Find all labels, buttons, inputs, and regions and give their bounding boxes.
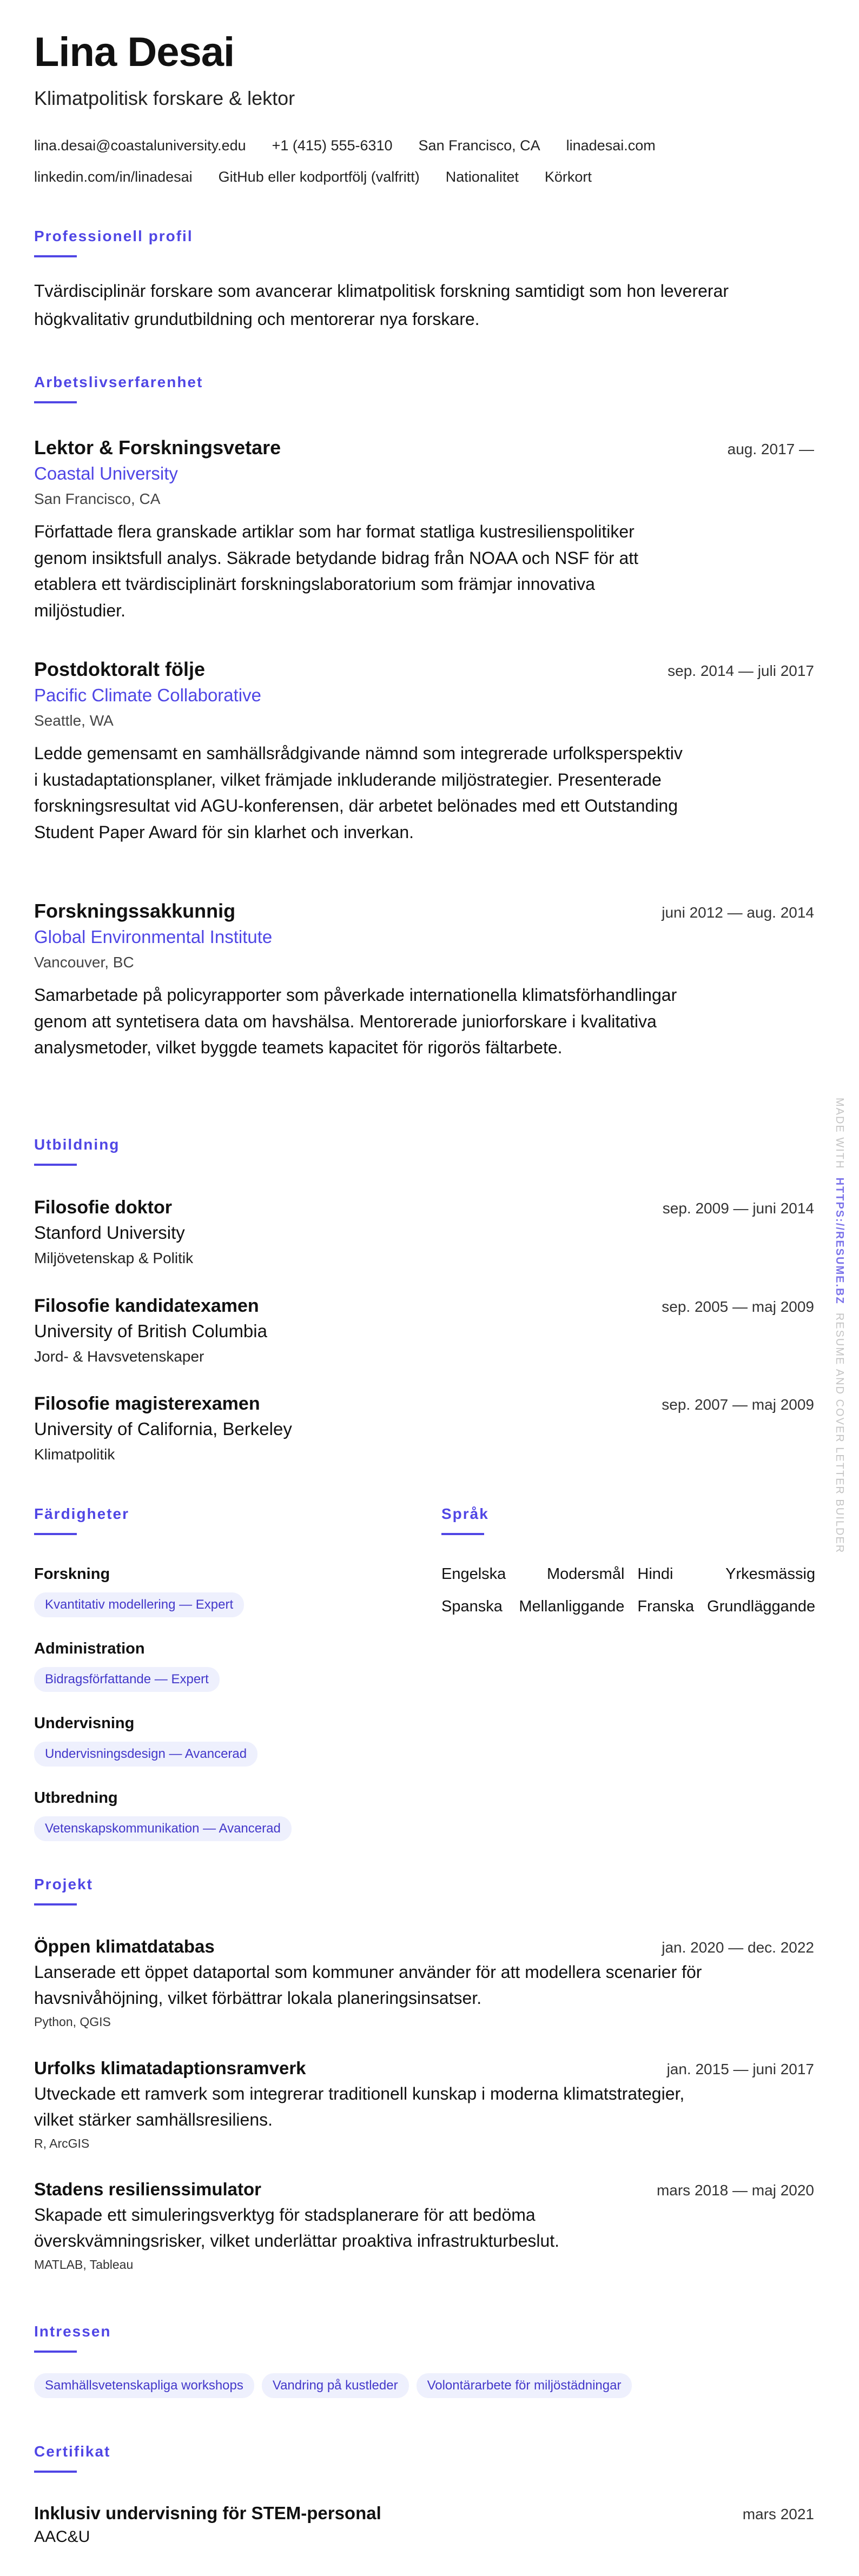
skill-chip: Bidragsförfattande — Expert bbox=[34, 1667, 220, 1692]
contact-email[interactable]: lina.desai@coastaluniversity.edu bbox=[34, 137, 246, 154]
education-item bbox=[34, 1293, 814, 1369]
contact-linkedin[interactable]: linkedin.com/in/linadesai bbox=[34, 169, 193, 185]
skills-section bbox=[34, 1505, 413, 1841]
language-name: Engelska bbox=[441, 1565, 506, 1583]
interest-chip: Volontärarbete för miljöstädningar bbox=[417, 2373, 632, 2398]
project-title: Stadens resilienssimulator bbox=[34, 2179, 261, 2199]
candidate-title: Klimatpolitisk forskare & lektor bbox=[34, 87, 295, 109]
job-date: juni 2012 — aug. 2014 bbox=[662, 904, 814, 921]
job-description: Författade flera granskade artiklar som har format statliga kustresilienspolitiker genom insiktsfull analys. Säkrade betydande bidrag från NOAA och NSF för att etablera ett tvärdisciplinärt forskningslaboratorium som främjar innovativa miljöstudier. bbox=[34, 522, 639, 620]
field-of-study: Miljövetenskap & Politik bbox=[34, 1250, 194, 1266]
certificate-title: Inklusiv undervisning för STEM-personal bbox=[34, 2503, 381, 2523]
interest-chip: Vandring på kustleder bbox=[262, 2373, 409, 2398]
watermark-link[interactable]: HTTPS://RESUME.BZ bbox=[834, 1177, 845, 1305]
project-item bbox=[34, 2177, 814, 2275]
skill-group bbox=[34, 1787, 413, 1841]
project-description: Skapade ett simuleringsverktyg för stadsplanerare för att bedöma överskvämningsrisker, vilket underlättar proaktiva infrastrukturbeslut. bbox=[34, 2205, 560, 2250]
degree: Filosofie kandidatexamen bbox=[34, 1296, 259, 1316]
heading-underline bbox=[34, 255, 77, 257]
heading-underline bbox=[34, 1903, 77, 1906]
skill-category: Utbredning bbox=[34, 1789, 118, 1807]
project-item bbox=[34, 1934, 814, 2033]
degree: Filosofie magisterexamen bbox=[34, 1393, 260, 1414]
project-date: mars 2018 — maj 2020 bbox=[656, 2182, 814, 2199]
skill-category: Administration bbox=[34, 1640, 145, 1657]
contact-list bbox=[34, 130, 737, 192]
job-title: Forskningssakkunnig bbox=[34, 900, 236, 922]
job-location: San Francisco, CA bbox=[34, 490, 161, 507]
school: Stanford University bbox=[34, 1223, 185, 1243]
education-item bbox=[34, 1195, 814, 1271]
project-title: Öppen klimatdatabas bbox=[34, 1936, 215, 1956]
job-date: sep. 2014 — juli 2017 bbox=[668, 662, 814, 679]
languages-section bbox=[441, 1505, 814, 1617]
section-heading: Certifikat bbox=[34, 2443, 111, 2460]
job-title: Postdoktoralt följe bbox=[34, 658, 206, 680]
section-heading: Intressen bbox=[34, 2323, 111, 2340]
language-level: Yrkesmässig bbox=[725, 1565, 816, 1583]
interests-section bbox=[34, 2322, 814, 2398]
contact-github[interactable]: GitHub eller kodportfölj (valfritt) bbox=[218, 169, 420, 185]
heading-underline bbox=[34, 1533, 77, 1535]
project-date: jan. 2020 — dec. 2022 bbox=[662, 1939, 814, 1956]
heading-underline bbox=[34, 2471, 77, 2473]
heading-underline bbox=[34, 2351, 77, 2353]
project-title: Urfolks klimatadaptionsramverk bbox=[34, 2058, 306, 2078]
heading-underline bbox=[441, 1533, 484, 1535]
language-name: Spanska bbox=[441, 1598, 503, 1615]
skill-category: Forskning bbox=[34, 1565, 110, 1583]
project-description: Utveckade ett ramverk som integrerar traditionell kunskap i moderna klimatstrategier, vilket stärker samhällsresiliens. bbox=[34, 2084, 685, 2129]
skill-chip: Kvantitativ modellering — Expert bbox=[34, 1592, 244, 1617]
heading-underline bbox=[34, 1164, 77, 1166]
certificate-date: mars 2021 bbox=[742, 2506, 814, 2522]
education-item bbox=[34, 1391, 814, 1467]
profile-section bbox=[34, 227, 814, 333]
project-description: Lanserade ett öppet dataportal som kommuner använder för att modellera scenarier för havsnivåhöjning, vilket förbättrar lokala planeringsinsatser. bbox=[34, 1962, 702, 2008]
education-section bbox=[34, 1136, 814, 1166]
degree: Filosofie doktor bbox=[34, 1197, 172, 1218]
contact-website[interactable]: linadesai.com bbox=[566, 137, 656, 154]
project-tech: R, ArcGIS bbox=[34, 2136, 90, 2150]
school: University of California, Berkeley bbox=[34, 1419, 292, 1439]
language-name: Franska bbox=[637, 1598, 695, 1615]
language-level: Grundläggande bbox=[707, 1598, 816, 1615]
experience-item bbox=[34, 435, 814, 623]
contact-location: San Francisco, CA bbox=[418, 137, 540, 154]
field-of-study: Klimatpolitik bbox=[34, 1446, 115, 1463]
watermark-suffix: RESUME AND COVER LETTER BUILDER bbox=[834, 1312, 845, 1554]
job-company: Global Environmental Institute bbox=[34, 927, 273, 947]
language-grid bbox=[441, 1563, 814, 1617]
job-description: Samarbetade på policyrapporter som påverkade internationella klimatsförhandlingar genom att syntetisera data om havshälsa. Mentorerade juniorforskare i kvalitativa analysmetoder, vilket byggde teamets kapacitet för rigorös fältarbete. bbox=[34, 985, 677, 1057]
job-company: Pacific Climate Collaborative bbox=[34, 685, 261, 705]
field-of-study: Jord- & Havsvetenskaper bbox=[34, 1348, 204, 1365]
education-date: sep. 2007 — maj 2009 bbox=[662, 1396, 814, 1413]
job-title: Lektor & Forskningsvetare bbox=[34, 436, 281, 459]
project-tech: Python, QGIS bbox=[34, 2015, 111, 2029]
profile-text: Tvärdisciplinär forskare som avancerar klimatpolitisk forskning samtidigt som hon levererar högkvalitativ grundutbildning och mentorerar nya forskare. bbox=[34, 281, 729, 329]
interest-list bbox=[34, 2373, 814, 2398]
school: University of British Columbia bbox=[34, 1321, 267, 1341]
watermark bbox=[833, 1098, 845, 1553]
skill-group bbox=[34, 1563, 413, 1617]
experience-item bbox=[34, 657, 814, 845]
skill-group bbox=[34, 1638, 413, 1692]
section-heading: Utbildning bbox=[34, 1136, 120, 1153]
heading-underline bbox=[34, 401, 77, 403]
experience-section bbox=[34, 373, 814, 403]
section-heading: Professionell profil bbox=[34, 228, 193, 244]
section-heading: Språk bbox=[441, 1505, 489, 1522]
education-date: sep. 2005 — maj 2009 bbox=[662, 1298, 814, 1315]
language-level: Modersmål bbox=[546, 1565, 625, 1583]
certificates-section bbox=[34, 2442, 814, 2548]
projects-section bbox=[34, 1875, 814, 1906]
experience-item bbox=[34, 899, 814, 1061]
language-level: Mellanliggande bbox=[519, 1598, 625, 1615]
interest-chip: Samhällsvetenskapliga workshops bbox=[34, 2373, 254, 2398]
education-date: sep. 2009 — juni 2014 bbox=[662, 1200, 814, 1217]
section-heading: Projekt bbox=[34, 1876, 93, 1893]
contact-phone[interactable]: +1 (415) 555-6310 bbox=[272, 137, 393, 154]
project-item bbox=[34, 2056, 814, 2154]
contact-nationality: Nationalitet bbox=[445, 169, 519, 185]
contact-license: Körkort bbox=[544, 169, 592, 185]
watermark-prefix: MADE WITH bbox=[834, 1098, 845, 1170]
candidate-name: Lina Desai bbox=[34, 29, 235, 75]
job-description: Ledde gemensamt en samhällsrådgivande nämnd som integrerade urfolksperspektiv i kustadaptationsplaner, vilket främjade inkluderande miljöstrategier. Presenterade forskningsresultat vid AGU-konferensen, där arbetet belönades med ett Outstanding Student Paper Award för sin klarhet och inverkan. bbox=[34, 743, 683, 842]
skill-chip: Undervisningsdesign — Avancerad bbox=[34, 1742, 257, 1767]
certificate-issuer: AAC&U bbox=[34, 2528, 90, 2546]
job-date: aug. 2017 — bbox=[727, 441, 814, 457]
project-date: jan. 2015 — juni 2017 bbox=[666, 2061, 814, 2077]
certificate-item bbox=[34, 2501, 814, 2548]
section-heading: Färdigheter bbox=[34, 1505, 130, 1522]
job-location: Seattle, WA bbox=[34, 712, 114, 729]
job-location: Vancouver, BC bbox=[34, 954, 134, 971]
job-company: Coastal University bbox=[34, 463, 178, 483]
skill-group bbox=[34, 1712, 413, 1767]
skill-category: Undervisning bbox=[34, 1715, 135, 1732]
language-name: Hindi bbox=[637, 1565, 673, 1583]
project-tech: MATLAB, Tableau bbox=[34, 2258, 134, 2272]
section-heading: Arbetslivserfarenhet bbox=[34, 374, 203, 390]
skill-chip: Vetenskapskommunikation — Avancerad bbox=[34, 1816, 292, 1841]
